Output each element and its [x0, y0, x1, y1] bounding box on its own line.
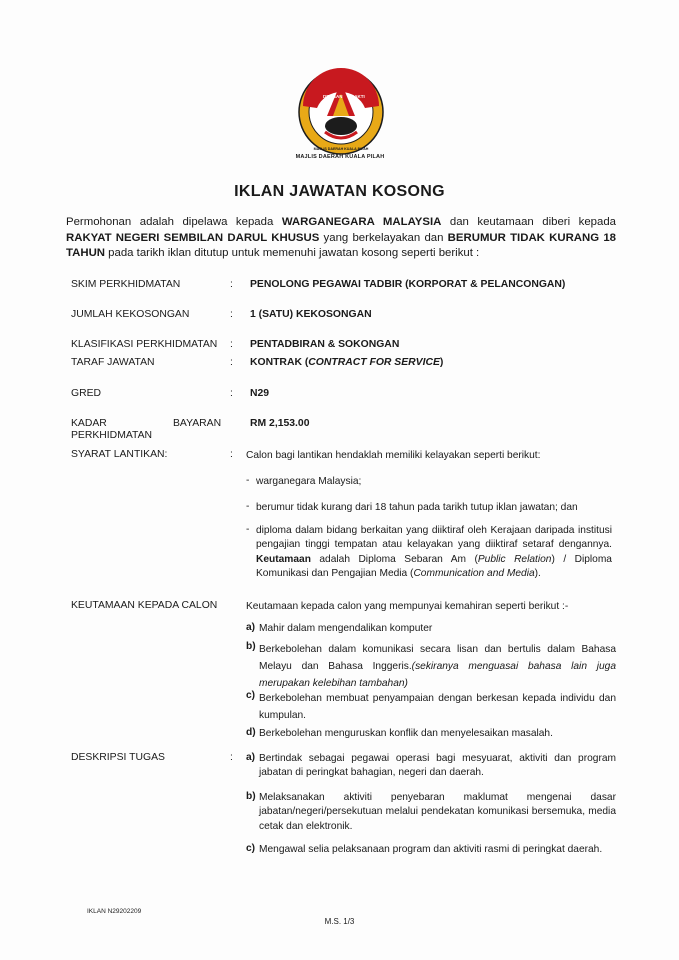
- deskripsi-a: Bertindak sebagai pegawai operasi bagi mesyuarat, aktiviti dan program jabatan di peringkat bahagian, negeri dan daerah.: [259, 753, 616, 779]
- field-label: KLASIFIKASI PERKHIDMATAN: [71, 339, 218, 350]
- item-letter: d): [246, 727, 256, 738]
- syarat-item-2: berumur tidak kurang dari 18 tahun pada tarikh tutup iklan jawatan; dan: [256, 502, 578, 513]
- keutamaan-intro: Keutamaan kepada calon yang mempunyai kemahiran seperti berikut :-: [246, 601, 569, 612]
- field-value: PENTADBIRAN & SOKONGAN: [250, 339, 400, 350]
- footer-reference: IKLAN N29202209: [87, 908, 142, 915]
- field-colon: :: [230, 309, 233, 320]
- field-colon: :: [230, 357, 233, 368]
- keutamaan-b-text: Berkebolehan dalam komunikasi secara lisan dan bertulis dalam Bahasa Melayu dan Bahasa Inggeris.: [259, 644, 616, 672]
- intro-bold-2: RAKYAT NEGERI SEMBILAN DARUL KHUSUS: [66, 231, 320, 244]
- field-label: GRED: [71, 388, 102, 399]
- syarat-k-text2: ) / Diploma Komunikasi dan Pengajian Media (: [256, 553, 612, 579]
- section-label: SYARAT LANTIKAN:: [71, 449, 168, 460]
- field-label: JUMLAH KEKOSONGAN: [71, 309, 190, 320]
- section-colon: :: [230, 752, 233, 763]
- kadar-label-c: PERKHIDMATAN: [71, 430, 153, 441]
- taraf-value-end: ): [439, 357, 444, 368]
- council-logo: [295, 66, 387, 162]
- keutamaan-d: Berkebolehan menguruskan konflik dan menyelesaikan masalah.: [259, 728, 553, 739]
- logo-ring-text-top: DENGAN: [323, 94, 343, 99]
- keutamaan-c: Berkebolehan membuat penyampaian dengan berkesan kepada individu dan kumpulan.: [259, 693, 616, 721]
- kadar-label-b: BAYARAN: [173, 418, 222, 429]
- keutamaan-b: [259, 641, 616, 692]
- item-letter: b): [246, 641, 256, 652]
- page-title: IKLAN JAWATAN KOSONG: [234, 183, 445, 200]
- field-kadar: [71, 418, 626, 444]
- logo-emblem-body: [325, 117, 357, 135]
- intro-text-3: yang berkelayakan dan: [319, 231, 448, 244]
- item-letter: c): [246, 843, 256, 854]
- syarat-item-3: [256, 524, 612, 581]
- item-letter: a): [246, 622, 256, 633]
- dash-bullet: -: [246, 524, 250, 535]
- syarat-intro: Calon bagi lantikan hendaklah memiliki kelayakan seperti berikut:: [246, 450, 541, 461]
- item-letter: a): [246, 752, 256, 763]
- field-value: [250, 357, 443, 368]
- syarat-k-text1: adalah Diploma Sebaran Am (: [310, 553, 478, 565]
- field-colon: :: [230, 388, 233, 399]
- field-label: SKIM PERKHIDMATAN: [71, 279, 181, 290]
- intro-text-4: pada tarikh iklan ditutup untuk memenuhi jawatan kosong seperti berikut :: [105, 247, 480, 259]
- intro-text-2: dan keutamaan diberi kepada: [441, 216, 616, 228]
- keutamaan-a: Mahir dalam mengendalikan komputer: [259, 623, 433, 634]
- field-colon: :: [230, 339, 233, 350]
- intro-text-1: Permohonan adalah dipelawa kepada: [66, 216, 282, 228]
- logo-caption: MAJLIS DAERAH KUALA PILAH: [295, 154, 385, 160]
- field-value: N29: [250, 388, 270, 399]
- taraf-value-start: KONTRAK (: [250, 357, 309, 368]
- section-label: DESKRIPSI TUGAS: [71, 752, 165, 763]
- item-letter: c): [246, 690, 256, 701]
- dash-bullet: -: [246, 475, 250, 486]
- deskripsi-b: Melaksanakan aktiviti penyebaran maklumat mengenai dasar jabatan/negeri/persekutuan melalui pendekatan komunikasi bersemuka, media cetak dan elektronik.: [259, 792, 616, 832]
- syarat-k-ital1: Public Relation: [477, 553, 552, 565]
- field-value: PENOLONG PEGAWAI TADBIR (KORPORAT & PELANCONGAN): [250, 279, 566, 290]
- syarat-k-text3: ).: [534, 567, 541, 579]
- intro-bold-3: BERUMUR TIDAK KURANG 18 TAHUN: [66, 231, 616, 259]
- deskripsi-c: Mengawal selia pelaksanaan program dan aktiviti rasmi di peringkat daerah.: [259, 844, 603, 855]
- keutamaan-b-italic: (sekiranya menguasai bahasa lain juga merupakan kelebihan tambahan): [259, 661, 616, 689]
- taraf-value-italic: CONTRACT FOR SERVICE: [308, 357, 440, 368]
- field-colon: :: [230, 279, 233, 290]
- section-label: KEUTAMAAN KEPADA CALON: [71, 600, 218, 611]
- logo-ring-text-top2: BAKTI: [351, 94, 365, 99]
- syarat-keutamaan-bold: Keutamaan: [256, 553, 311, 565]
- field-label: TARAF JAWATAN: [71, 357, 155, 368]
- syarat-item-1: warganegara Malaysia;: [256, 476, 362, 487]
- kadar-label-a: KADAR: [71, 418, 107, 429]
- footer-page-number: M.S. 1/3: [324, 917, 355, 926]
- field-value: 1 (SATU) KEKOSONGAN: [250, 309, 372, 320]
- syarat-k-ital2: Communication and Media: [413, 567, 535, 579]
- section-colon: :: [230, 449, 233, 460]
- intro-bold-1: WARGANEGARA MALAYSIA: [281, 216, 442, 228]
- intro-paragraph: [66, 215, 616, 262]
- logo-ring-text-bottom: MAJLIS DAERAH KUALA PILAH: [313, 147, 369, 151]
- field-value: RM 2,153.00: [250, 418, 310, 429]
- dash-bullet: -: [246, 501, 250, 512]
- syarat-item-3-text: diploma dalam bidang berkaitan yang diiktiraf oleh Kerajaan daripada institusi pengajian tinggi tempatan atau kelayakan yang diiktiraf setaraf dengannya.: [256, 525, 612, 551]
- item-letter: b): [246, 791, 256, 802]
